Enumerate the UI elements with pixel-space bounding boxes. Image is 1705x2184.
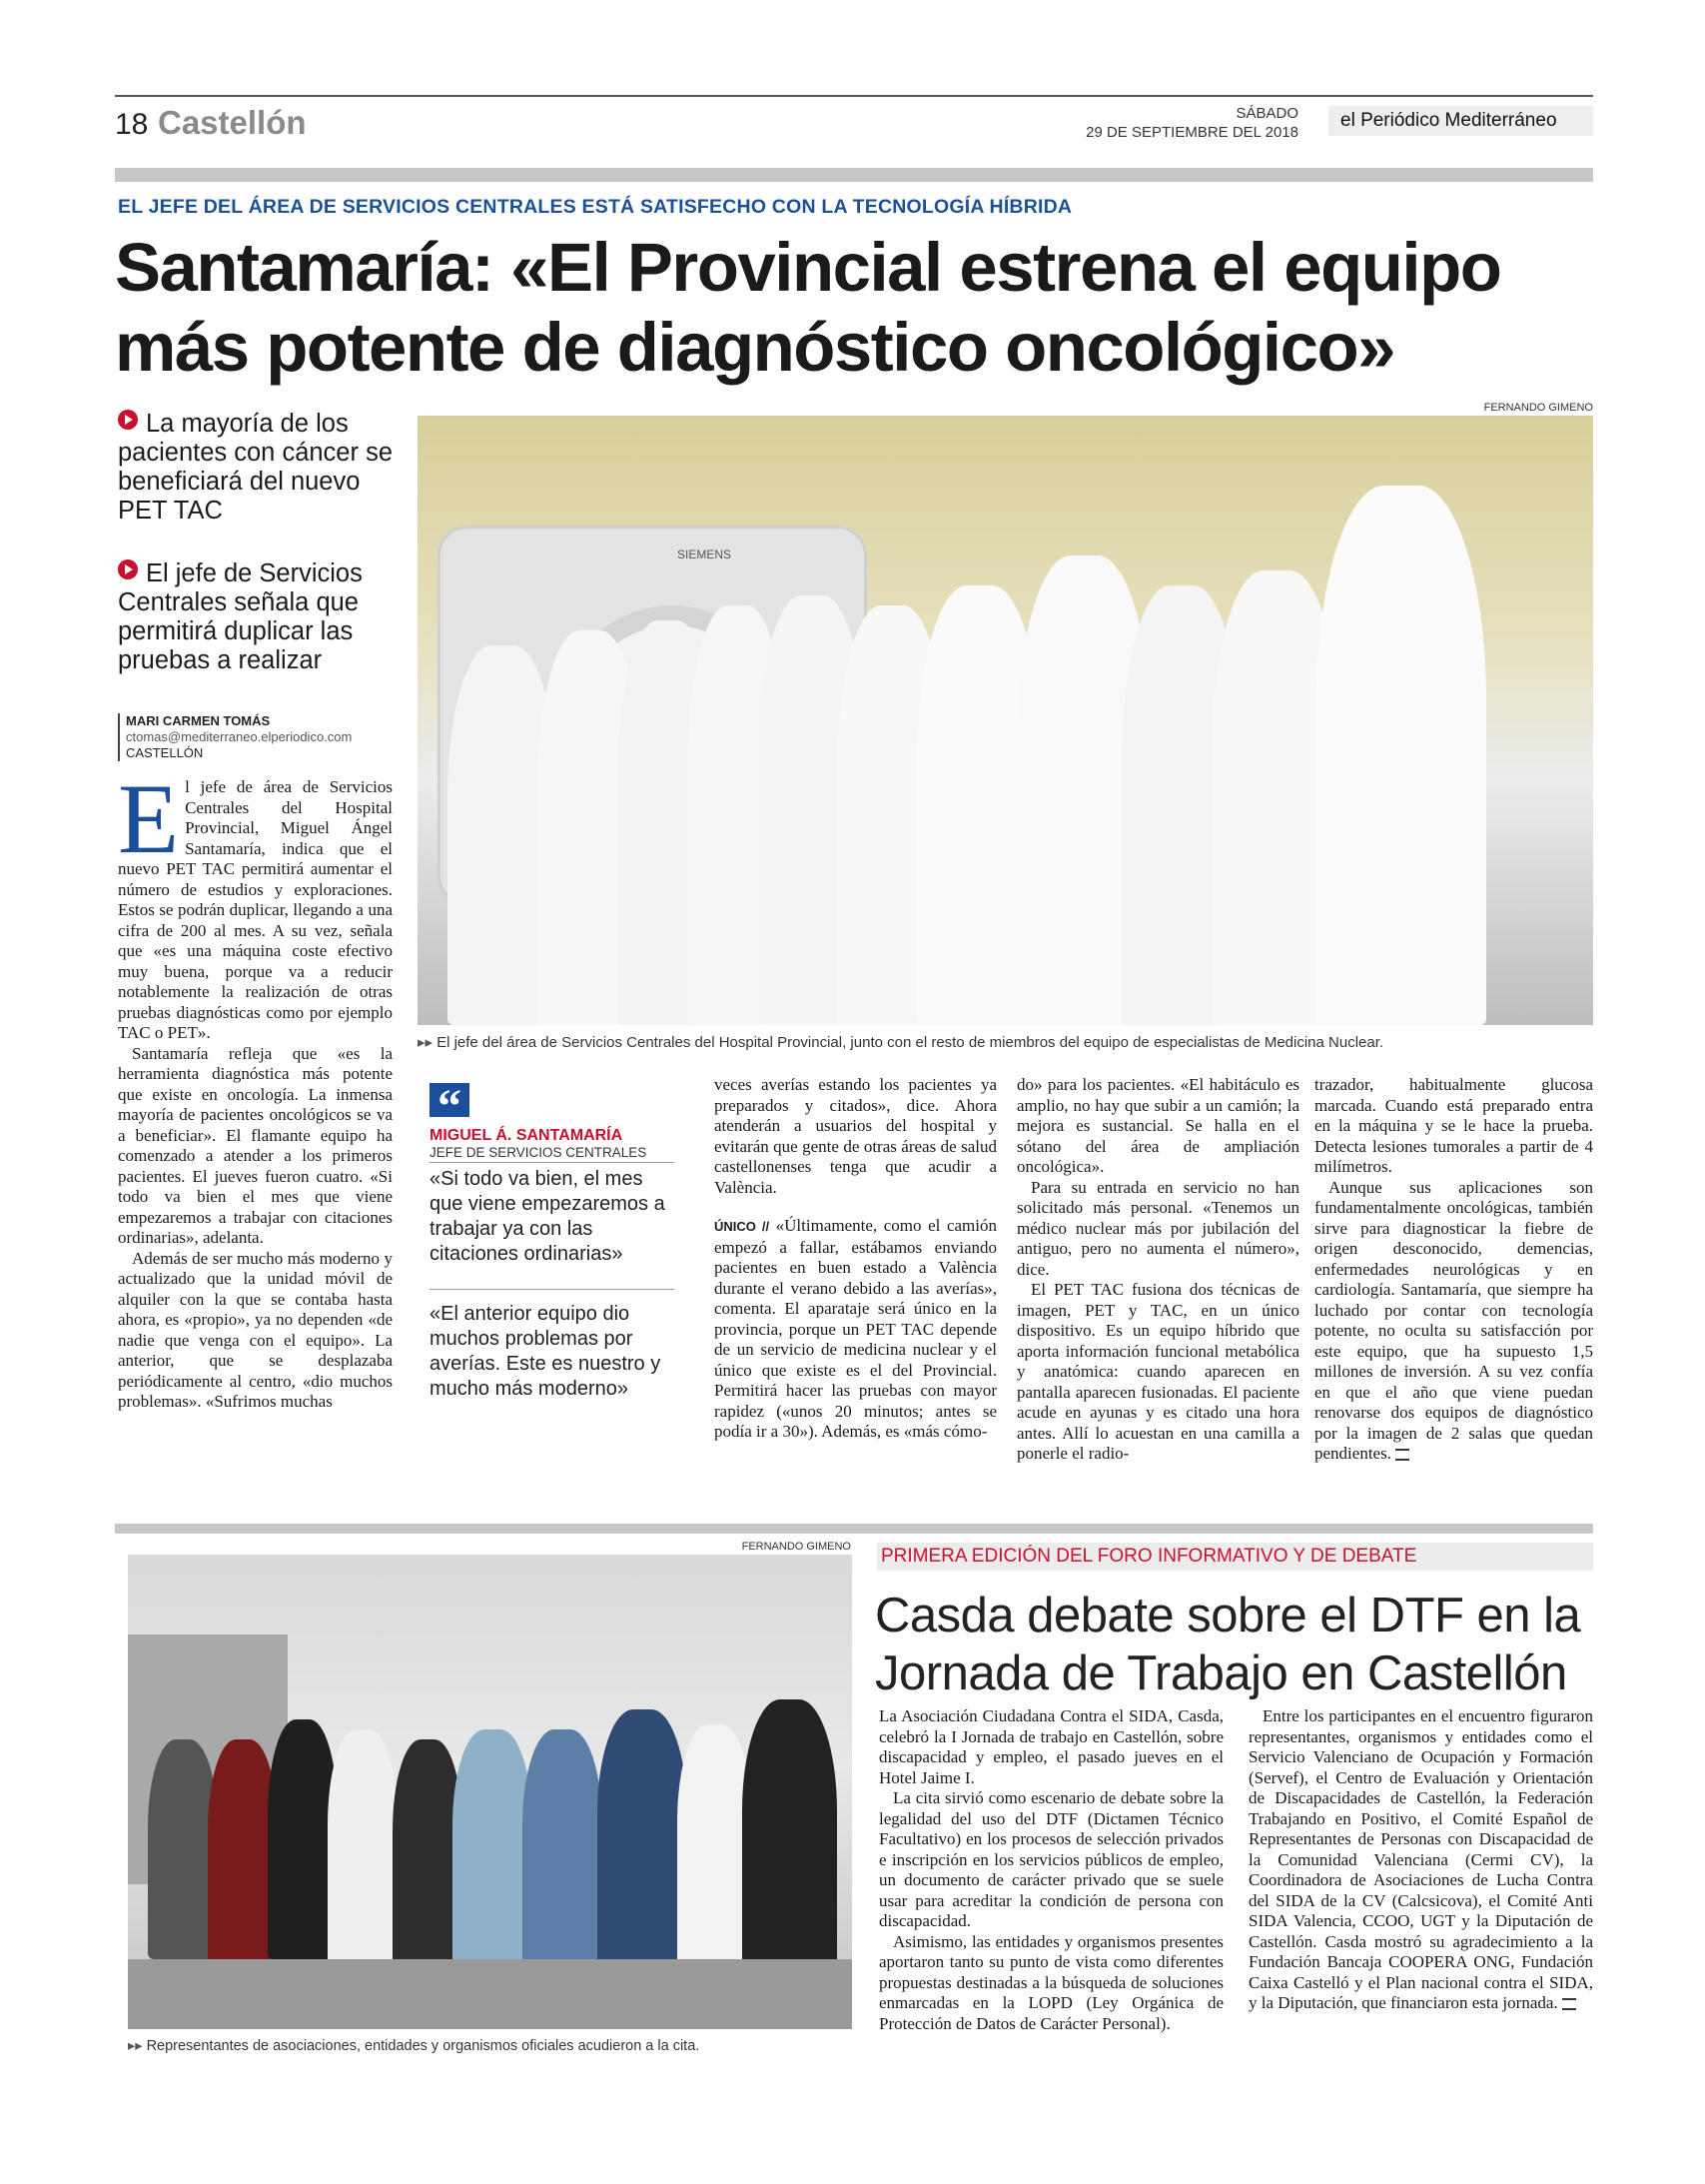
person-figure bbox=[1316, 486, 1486, 1025]
header-band bbox=[115, 168, 1593, 182]
machine-brand: SIEMENS bbox=[677, 547, 732, 561]
paragraph: Además de ser mucho más moderno y actualizado que la unidad móvil de alquiler con la que se contaba hasta ahora, es «propio», ya no dependen «de nadie que venga con el equipo». La anterior, que se desplazaba periódicamente al centro, «dio muchos problemas». «Sufrimos muchas bbox=[118, 1248, 393, 1411]
quote-divider bbox=[429, 1289, 674, 1290]
main-photo bbox=[418, 416, 1593, 1025]
person-figure bbox=[522, 1729, 602, 1969]
photo-credit-2: FERNANDO GIMENO bbox=[741, 1541, 851, 1553]
play-bullet-icon bbox=[118, 559, 138, 579]
end-mark-icon bbox=[1395, 1449, 1409, 1461]
group-photo bbox=[128, 1555, 852, 2029]
paragraph: Aunque sus aplicaciones son fundamentalmente oncológicas, también sirve para diagnosticar la fiebre de origen desconocido, demencias, enfermedades neurológicas y en cardiología. Santamaría, que siempre ha luchado por contar con tecnología potente, no oculta su satisfacción por este equipo, que ha supuesto 1,5 millones de inversión. A su vez confía en que el año que viene puedan renovarse dos equipos de diagnóstico por la imagen de 2 salas que quedan pendientes. bbox=[1314, 1177, 1593, 1463]
paragraph: veces averías estando los pacientes ya preparados y citados», dice. Ahora atenderán a usuarios del hospital y evitarán que gente de otras áreas de salud castellonenses tenga que acudir a València. bbox=[714, 1075, 997, 1197]
photo-caption-text: El jefe del área de Servicios Centrales del Hospital Provincial, junto con el resto de miembros del equipo de especialistas de Medicina Nuclear. bbox=[436, 1034, 1384, 1051]
paragraph: Asimismo, las entidades y organismos presentes aportaron tanto su punto de vista como diferentes propuestas destinadas a la búsqueda de soluciones enmarcadas en la LOPD (Ley Orgánica de Protección de Datos de Carácter Personal). bbox=[879, 1931, 1224, 2033]
lead-bullet-1 bbox=[118, 410, 408, 526]
day: SÁBADO bbox=[1236, 105, 1298, 122]
byline-email: ctomas@mediterraneo.elperiodico.com bbox=[126, 729, 353, 744]
photo-credit: FERNANDO GIMENO bbox=[1483, 402, 1593, 414]
article-headline bbox=[115, 228, 1603, 388]
masthead: el Periódico Mediterráneo bbox=[1328, 106, 1593, 136]
article2-column-2 bbox=[1249, 1706, 1593, 2014]
paragraph: trazador, habitualmente glucosa marcada. Cuando está preparado entra en la máquina y se le hace la prueba. Detecta lesiones tumorales a partir de 4 milímetros. bbox=[1314, 1075, 1593, 1176]
paragraph: Santamaría refleja que «es la herramienta diagnóstica más potente que existe en oncología. La inmensa mayoría de pacientes oncológicos se va a beneficiar». El flamante equipo ha comenzado a atender a los primeros pacientes. El jueves fueron cuatro. «Si todo va bien el mes que viene empezaremos a trabajar con citaciones ordinarias», adelanta. bbox=[118, 1043, 393, 1247]
dropcap: E bbox=[118, 763, 180, 874]
photo-caption-2-text: Representantes de asociaciones, entidades y organismos oficiales acudieron a la cita. bbox=[146, 2038, 700, 2054]
article2-column-1 bbox=[879, 1706, 1224, 2034]
page-number: 18 bbox=[115, 108, 149, 141]
byline-name: MARI CARMEN TOMÁS bbox=[126, 713, 271, 728]
photo-caption-2 bbox=[128, 2038, 852, 2054]
date: 29 DE SEPTIEMBRE DEL 2018 bbox=[1086, 124, 1298, 141]
paragraph: Entre los participantes en el encuentro figuraron representantes, organismos y entidades como el Servicio Valenciano de Ocupación y Formación (Servef), el Centro de Evaluación y Orientación de Discapacidades de Castellón, la Federación Trabajando en Positivo, el Comité Español de Representantes de Personas con Discapacidad de la Comunidad Valenciana (Cermi CV), la Coordinadora de Asociaciones de Lucha Contra del SIDA de la CV (Calcsicova), el Comité Anti SIDA Valencia, CCOO, UGT y la Diputación de Castellón. Casda mostró su agradecimiento a la Fundación Bancaja COOPERA ONG, Fundación Caixa Castelló y el Plan nacional contra el SIDA, y la Diputación, que financiaron esta jornada. bbox=[1249, 1706, 1593, 2012]
quote-role: JEFE DE SERVICIOS CENTRALES bbox=[429, 1145, 674, 1163]
pull-quote bbox=[429, 1080, 674, 1402]
person-figure bbox=[597, 1709, 687, 1969]
paragraph: do» para los pacientes. «El habitáculo es amplio, no hay que subir a un camión; la mejora es sustancial. Se halla en el sótano del área de ampliación oncológica». bbox=[1017, 1075, 1299, 1176]
byline bbox=[118, 713, 352, 761]
caption-arrow-icon: ▸▸ bbox=[128, 2038, 143, 2054]
body-column-5 bbox=[1314, 1075, 1593, 1465]
paragraph: La Asociación Ciudadana Contra el SIDA, Casda, celebró la I Jornada de trabajo en Castellón, sobre discapacidad y empleo, el pasado jueves en el Hotel Jaime I. bbox=[879, 1706, 1224, 1787]
play-bullet-icon bbox=[118, 410, 138, 430]
headline2-line-1: Casda debate sobre el DTF en la bbox=[875, 1589, 1581, 1642]
lead-text-2: El jefe de Servicios Centrales señala que permitirá duplicar las pruebas a realizar bbox=[118, 559, 363, 674]
caption-arrow-icon: ▸▸ bbox=[418, 1034, 433, 1051]
headline-line-1: Santamaría: «El Provincial estrena el equipo bbox=[115, 229, 1501, 306]
article-kicker: EL JEFE DEL ÁREA DE SERVICIOS CENTRALES ESTÁ SATISFECHO CON LA TECNOLOGÍA HÍBRIDA bbox=[118, 196, 1073, 218]
header-top-rule bbox=[115, 95, 1593, 97]
section-name: Castellón bbox=[158, 104, 307, 141]
paragraph: Para su entrada en servicio no han solicitado más personal. «Tenemos un médico nuclear más por jubilación del antiguo, pero no aumenta el número», dice. bbox=[1017, 1177, 1299, 1279]
paragraph: La cita sirvió como escenario de debate sobre la legalidad del uso del DTF (Dictamen Técnico Facultativo) en los procesos de selección privados e inscripción en los servicios públicos de empleo, un documento de carácter privado que se suele usar para acreditar la condición de persona con discapacidad. bbox=[879, 1788, 1224, 1930]
person-figure bbox=[677, 1724, 752, 1969]
article2-headline bbox=[875, 1587, 1594, 1702]
section-divider-band bbox=[115, 1524, 1593, 1534]
paragraph: El PET TAC fusiona dos técnicas de imagen, PET y TAC, en un único dispositivo. Es un equipo híbrido que aporta información funcional metabólica y anatómica: cuando aparecen en pantalla aparecen fusionadas. El paciente acude en ayunas y es citado una hora antes. Allí lo acuestan en una camilla a ponerle el radio- bbox=[1017, 1280, 1299, 1463]
date-box bbox=[1039, 104, 1298, 142]
photo-caption bbox=[418, 1033, 1593, 1051]
floor bbox=[128, 1959, 852, 2029]
section-label: ÚNICO // bbox=[714, 1219, 770, 1234]
article2-kicker: PRIMERA EDICIÓN DEL FORO INFORMATIVO Y DE DEBATE bbox=[877, 1543, 1593, 1571]
lead-bullet-2 bbox=[118, 559, 408, 675]
paragraph: l jefe de área de Servicios Centrales del Hospital Provincial, Miguel Ángel Santamaría, indica que el nuevo PET TAC permitirá aumentar el número de estudios y exploraciones. Estos se podrán duplicar, llegando a una cifra de 200 al mes. A su vez, señala que «es una máquina coste efectivo muy buena, porque va a reducir notablemente la realización de otras pruebas diagnósticas como por ejemplo TAC o PET». bbox=[118, 777, 393, 1042]
byline-place: CASTELLÓN bbox=[126, 745, 204, 760]
body-column-4 bbox=[1017, 1075, 1299, 1465]
quote-name: MIGUEL Á. SANTAMARÍA bbox=[429, 1127, 623, 1144]
headline-line-2: más potente de diagnóstico oncológico» bbox=[115, 309, 1394, 386]
lead-text-1: La mayoría de los pacientes con cáncer se beneficiará del nuevo PET TAC bbox=[118, 410, 393, 525]
body-column-3 bbox=[714, 1075, 997, 1443]
person-figure bbox=[742, 1699, 837, 1979]
person-figure bbox=[328, 1729, 398, 1969]
paragraph: «Últimamente, como el camión empezó a fallar, estábamos enviando pacientes en buen estado a València durante el verano debido a las averías», comenta. El aparataje será único en la provincia, porque un PET TAC depende de un servicio de medicina nuclear y el único que existe es el del Provincial. Permitirá hacer las pruebas con mayor rapidez («unos 20 minutos; antes se podía ir a 30»). Además, es «más cómo- bbox=[714, 1216, 997, 1441]
quote-mark-icon: “ bbox=[429, 1083, 469, 1117]
end-mark-icon bbox=[1562, 1998, 1576, 2010]
quote-text-2: «El anterior equipo dio muchos problemas por averías. Este es nuestro y mucho más moderno» bbox=[429, 1303, 661, 1400]
quote-text-1: «Si todo va bien, el mes que viene empezaremos a trabajar ya con las citaciones ordinarias» bbox=[429, 1168, 665, 1265]
person-figure bbox=[452, 1729, 532, 1969]
headline2-line-2: Jornada de Trabajo en Castellón bbox=[875, 1646, 1567, 1700]
body-column-1 bbox=[118, 763, 393, 1413]
